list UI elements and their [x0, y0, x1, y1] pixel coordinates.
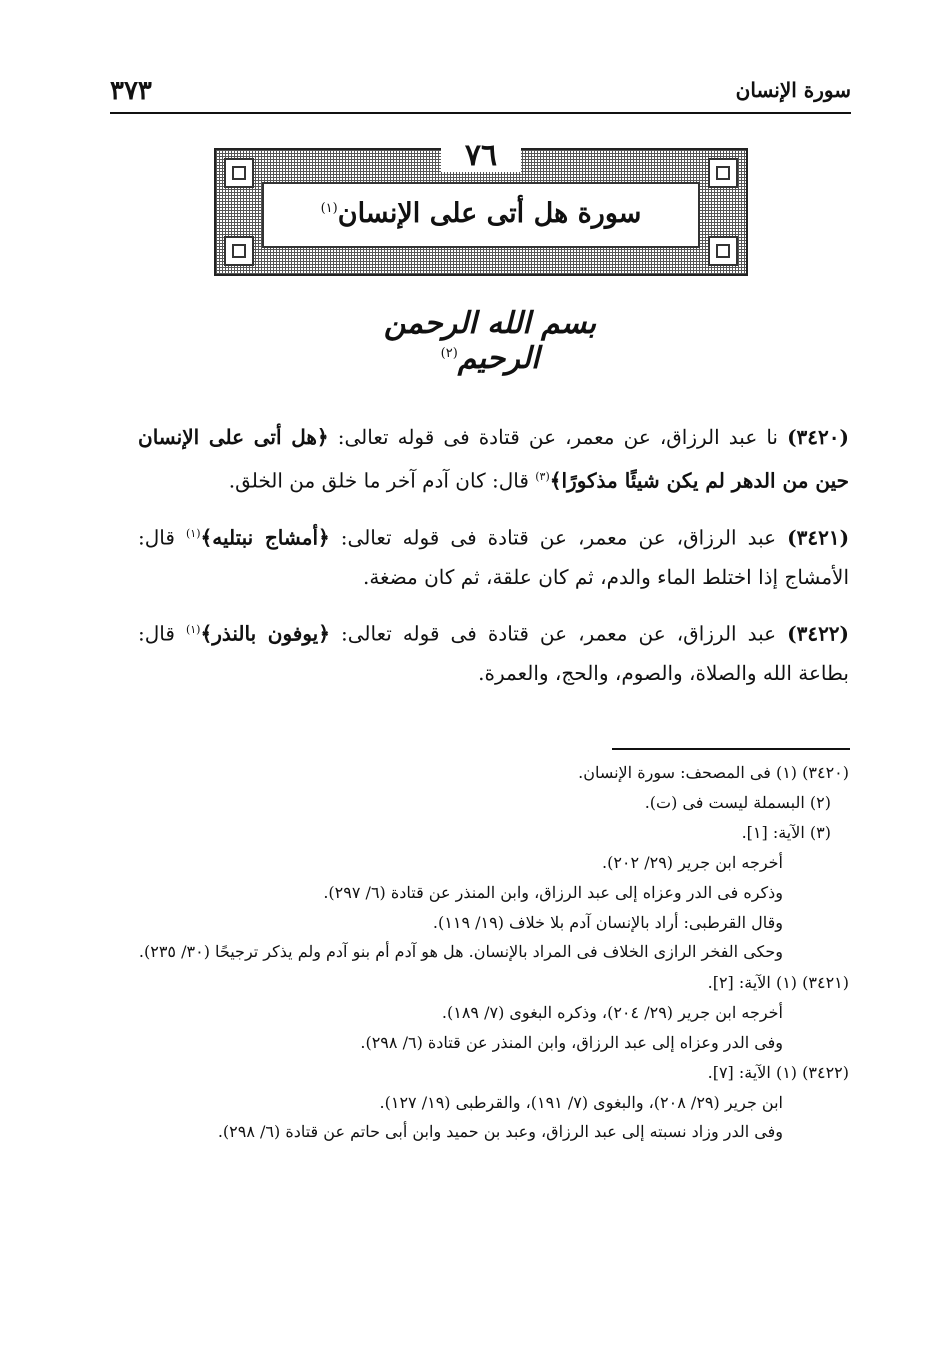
hadith-text: عبد الرزاق، عن معمر، عن قتادة فى قوله تعالى: — [329, 621, 788, 646]
hadith-text: نا عبد الرزاق، عن معمر، عن قتادة فى قوله تعالى: — [328, 425, 788, 449]
hadith-text: قال: الأمشاج إذا اختلط الماء والدم، ثم كان علقة، ثم كان مضغة. — [138, 525, 849, 589]
hadith-number: (٣٤٢١) — [787, 525, 850, 550]
hadith-text: عبد الرزاق، عن معمر، عن قتادة فى قوله تعالى: — [329, 525, 788, 550]
footnote-line: وفى الدر وعزاه إلى عبد الرزاق، وابن المنذر عن قتادة (٦/ ٢٩٨). — [360, 1033, 783, 1052]
surah-title — [216, 198, 746, 229]
surah-number: ٧٦ — [441, 140, 521, 172]
footnote-line: أخرجه ابن جرير (٢٩/ ٢٠٢). — [602, 853, 783, 872]
surah-banner — [214, 138, 748, 276]
hadith-text: قال: بطاعة الله والصلاة، والصوم، والحج، والعمرة. — [138, 621, 849, 685]
ornament-knot — [708, 236, 738, 266]
ornament-knot — [224, 236, 254, 266]
footnote-line: وفى الدر وزاد نسبته إلى عبد الرزاق، وعبد بن حميد وابن أبى حاتم عن قتادة (٦/ ٢٩٨). — [217, 1122, 783, 1141]
running-header — [110, 76, 851, 114]
footnote-line: (٣٤٢٢) (١) الآية: [٧]. — [707, 1063, 849, 1082]
footnote-line: (٢) البسملة ليست فى (ت). — [644, 793, 831, 812]
ornament-knot — [224, 158, 254, 188]
footnote-line: (٣٤٢١) (١) الآية: [٢]. — [707, 973, 849, 992]
hadith-number: (٣٤٢٠) — [787, 425, 849, 449]
footnote-line: (٣) الآية: [١]. — [741, 823, 831, 842]
footnote-line: (٣٤٢٠) (١) فى المصحف: سورة الإنسان. — [578, 763, 849, 782]
hadith-entry — [138, 418, 849, 501]
hadith-entry — [138, 514, 849, 597]
quran-quote: ﴿يوفون بالنذر﴾ — [200, 621, 330, 646]
footnote-line: أخرجه ابن جرير (٢٩/ ٢٠٤)، وذكره البغوى (٧/ ١٨٩). — [441, 1003, 783, 1022]
basmala-text: بسم الله الرحمن الرحيم — [383, 306, 597, 376]
ornament-knot — [708, 158, 738, 188]
footnote-separator — [612, 748, 850, 750]
footnote-line: وذكره فى الدر وعزاه إلى عبد الرزاق، وابن المنذر عن قتادة (٦/ ٢٩٧). — [323, 883, 783, 902]
footnotes — [110, 758, 849, 1148]
running-header-title: سورة الإنسان — [735, 78, 851, 102]
footnote-line: وقال القرطبى: أراد بالإنسان آدم بلا خلاف (١٩/ ١١٩). — [432, 913, 783, 932]
footnote-mark: (٢) — [440, 346, 458, 361]
footnote-line: وحكى الفخر الرازى الخلاف فى المراد بالإنسان. هل هو آدم أم بنو آدم ولم يذكر ترجيحًا (٣٠/ ٢٣٥). — [138, 942, 783, 961]
basmala — [340, 306, 640, 376]
footnote-mark: (١) — [185, 623, 201, 636]
footnote-line: ابن جرير (٢٩/ ٢٠٨)، والبغوى (٧/ ١٩١)، والقرطبى (١٩/ ١٢٧). — [379, 1093, 783, 1112]
footnote-mark: (٣) — [535, 470, 550, 483]
footnote-mark: (١) — [320, 201, 338, 216]
hadith-entry — [138, 610, 849, 693]
surah-title-text: سورة هل أتى على الإنسان — [337, 198, 642, 229]
page-number: ٣٧٣ — [110, 76, 152, 106]
hadith-text: قال: كان آدم آخر ما خلق من الخلق. — [228, 468, 536, 493]
hadith-number: (٣٤٢٢) — [787, 621, 850, 646]
footnote-mark: (١) — [185, 527, 201, 540]
quran-quote: ﴿أمشاج نبتليه﴾ — [200, 525, 330, 550]
quran-quote: ﴿هل أتى على الإنسان حين من الدهر لم يكن شيئًا مذكورًا﴾ — [138, 425, 849, 493]
